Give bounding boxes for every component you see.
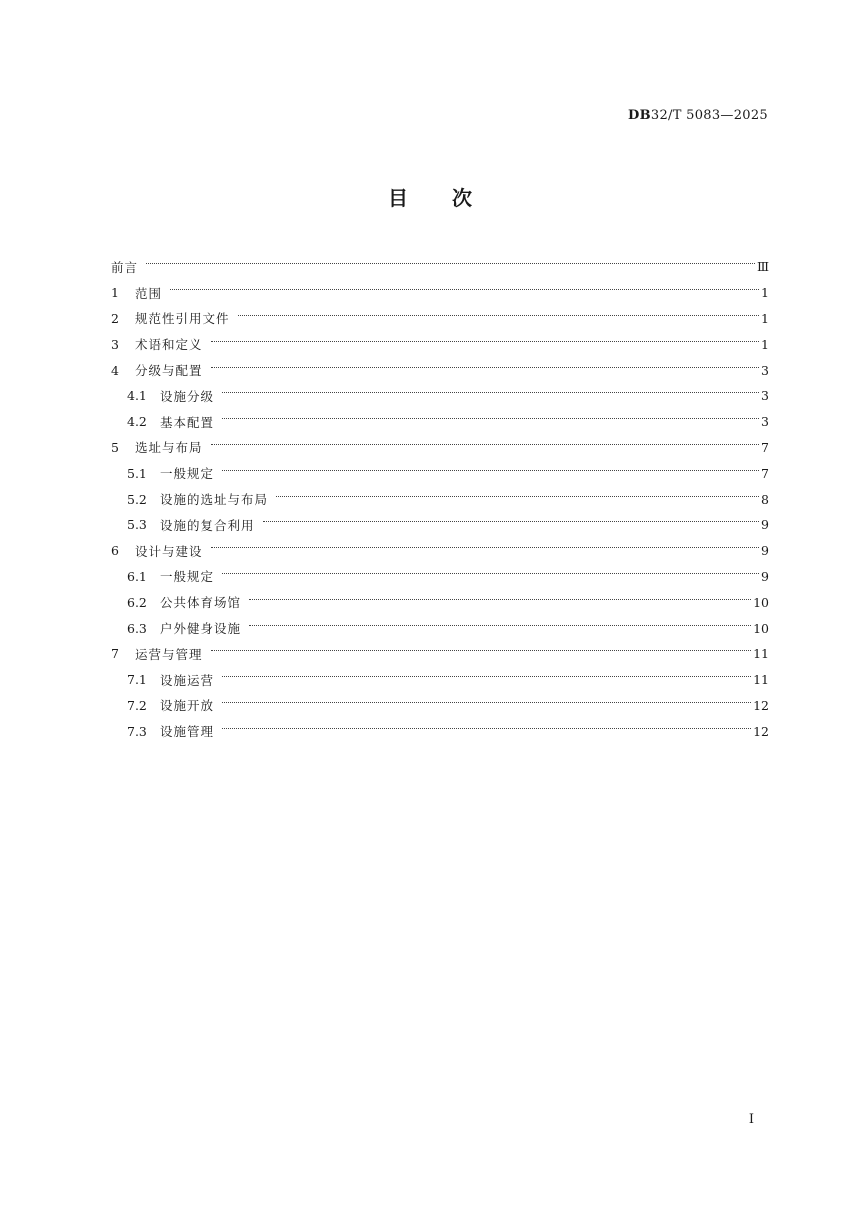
toc-entry-page: 7 <box>761 465 769 481</box>
toc-dot-leader <box>211 341 760 342</box>
toc-entry-label: 设施管理 <box>160 724 215 740</box>
toc-entry-page: 12 <box>753 723 769 739</box>
toc-entry[interactable] <box>111 667 769 693</box>
toc-entry-page: 8 <box>761 491 769 507</box>
toc-dot-leader <box>211 547 760 548</box>
toc-entry-label: 术语和定义 <box>135 337 203 353</box>
toc-entry-page: 1 <box>761 310 769 326</box>
standard-prefix: DB <box>628 108 651 123</box>
toc-entry-number: 5 <box>111 439 119 455</box>
toc-entry-number: 5.1 <box>127 465 147 481</box>
toc-dot-leader <box>263 521 760 522</box>
toc-dot-leader <box>249 599 751 600</box>
toc-entry-label: 分级与配置 <box>135 363 203 379</box>
toc-entry-page: 7 <box>761 439 769 455</box>
toc-entry-page: Ⅲ <box>756 259 769 275</box>
toc-entry-label: 规范性引用文件 <box>135 311 230 327</box>
toc-entry-label: 设计与建设 <box>135 543 203 559</box>
toc-dot-leader <box>146 263 755 264</box>
toc-entry-page: 3 <box>761 414 769 430</box>
toc-entry-number: 7 <box>111 646 119 662</box>
toc-entry-page: 1 <box>761 336 769 352</box>
toc-entry-label: 前言 <box>111 259 139 275</box>
toc-entry-number: 7.3 <box>127 723 147 739</box>
toc-entry-page: 12 <box>753 697 769 713</box>
toc-entry-page: 3 <box>761 388 769 404</box>
toc-entry-number: 4.2 <box>127 414 147 430</box>
toc-entry-page: 9 <box>761 568 769 584</box>
toc-entry-number: 6.3 <box>127 620 147 636</box>
toc-entry-label: 范围 <box>135 285 163 301</box>
toc-entry-page: 10 <box>753 620 769 636</box>
toc-entry-number: 7.1 <box>127 672 147 688</box>
toc-entry-number: 4 <box>111 362 119 378</box>
toc-entry-label: 选址与布局 <box>135 440 203 456</box>
toc-entry-label: 一般规定 <box>160 569 215 585</box>
toc-entry-page: 3 <box>761 362 769 378</box>
toc-entry-number: 5.3 <box>127 517 147 533</box>
toc-entry[interactable] <box>111 693 769 719</box>
toc-dot-leader <box>211 367 760 368</box>
toc-entry[interactable] <box>111 254 769 280</box>
toc-entry-page: 9 <box>761 517 769 533</box>
toc-entry[interactable] <box>111 357 769 383</box>
toc-entry[interactable] <box>111 486 769 512</box>
toc-entry-number: 6 <box>111 543 119 559</box>
toc-entry-label: 户外健身设施 <box>160 621 242 637</box>
toc-entry-page: 11 <box>753 672 769 688</box>
toc-dot-leader <box>222 470 759 471</box>
toc-entry[interactable] <box>111 435 769 461</box>
toc-dot-leader <box>222 676 751 677</box>
title-char-1: 目 <box>388 186 408 210</box>
toc-entry-number: 7.2 <box>127 697 147 713</box>
toc-entry-number: 1 <box>111 285 119 301</box>
toc-entry[interactable] <box>111 538 769 564</box>
toc-entry-label: 公共体育场馆 <box>160 595 242 611</box>
toc-entry-page: 9 <box>761 543 769 559</box>
toc-entry-number: 6.1 <box>127 568 147 584</box>
footer-page-number: I <box>748 1112 754 1127</box>
toc-entry[interactable] <box>111 280 769 306</box>
table-of-contents <box>111 254 769 744</box>
toc-entry[interactable] <box>111 409 769 435</box>
toc-entry-label: 设施的选址与布局 <box>160 492 269 508</box>
toc-dot-leader <box>211 444 760 445</box>
toc-entry[interactable] <box>111 641 769 667</box>
toc-entry[interactable] <box>111 383 769 409</box>
toc-entry-page: 11 <box>753 646 769 662</box>
toc-entry-label: 设施的复合利用 <box>160 517 255 533</box>
toc-entry[interactable] <box>111 589 769 615</box>
toc-entry-number: 5.2 <box>127 491 147 507</box>
toc-entry-page: 1 <box>761 285 769 301</box>
toc-dot-leader <box>170 289 759 290</box>
toc-entry-label: 设施分级 <box>160 388 215 404</box>
toc-dot-leader <box>211 650 752 651</box>
toc-entry-label: 一般规定 <box>160 466 215 482</box>
toc-entry-page: 10 <box>753 594 769 610</box>
toc-entry-number: 2 <box>111 310 119 326</box>
toc-dot-leader <box>222 728 751 729</box>
standard-code: 32/T 5083—2025 <box>650 108 768 123</box>
toc-dot-leader <box>276 496 759 497</box>
toc-entry[interactable] <box>111 718 769 744</box>
toc-dot-leader <box>222 418 759 419</box>
toc-entry-label: 设施运营 <box>160 672 215 688</box>
toc-dot-leader <box>222 573 759 574</box>
toc-entry-number: 4.1 <box>127 388 147 404</box>
toc-entry-label: 基本配置 <box>160 414 215 430</box>
toc-entry[interactable] <box>111 331 769 357</box>
toc-dot-leader <box>238 315 760 316</box>
toc-dot-leader <box>249 625 751 626</box>
toc-entry[interactable] <box>111 306 769 332</box>
toc-entry-number: 6.2 <box>127 594 147 610</box>
standard-number <box>628 108 768 123</box>
toc-entry[interactable] <box>111 615 769 641</box>
toc-entry-number: 3 <box>111 336 119 352</box>
toc-entry[interactable] <box>111 564 769 590</box>
toc-entry[interactable] <box>111 512 769 538</box>
toc-entry-label: 运营与管理 <box>135 646 203 662</box>
toc-entry-label: 设施开放 <box>160 698 215 714</box>
page-title <box>0 182 860 211</box>
toc-dot-leader <box>222 702 751 703</box>
toc-dot-leader <box>222 392 759 393</box>
title-char-2: 次 <box>452 186 472 210</box>
toc-entry[interactable] <box>111 460 769 486</box>
